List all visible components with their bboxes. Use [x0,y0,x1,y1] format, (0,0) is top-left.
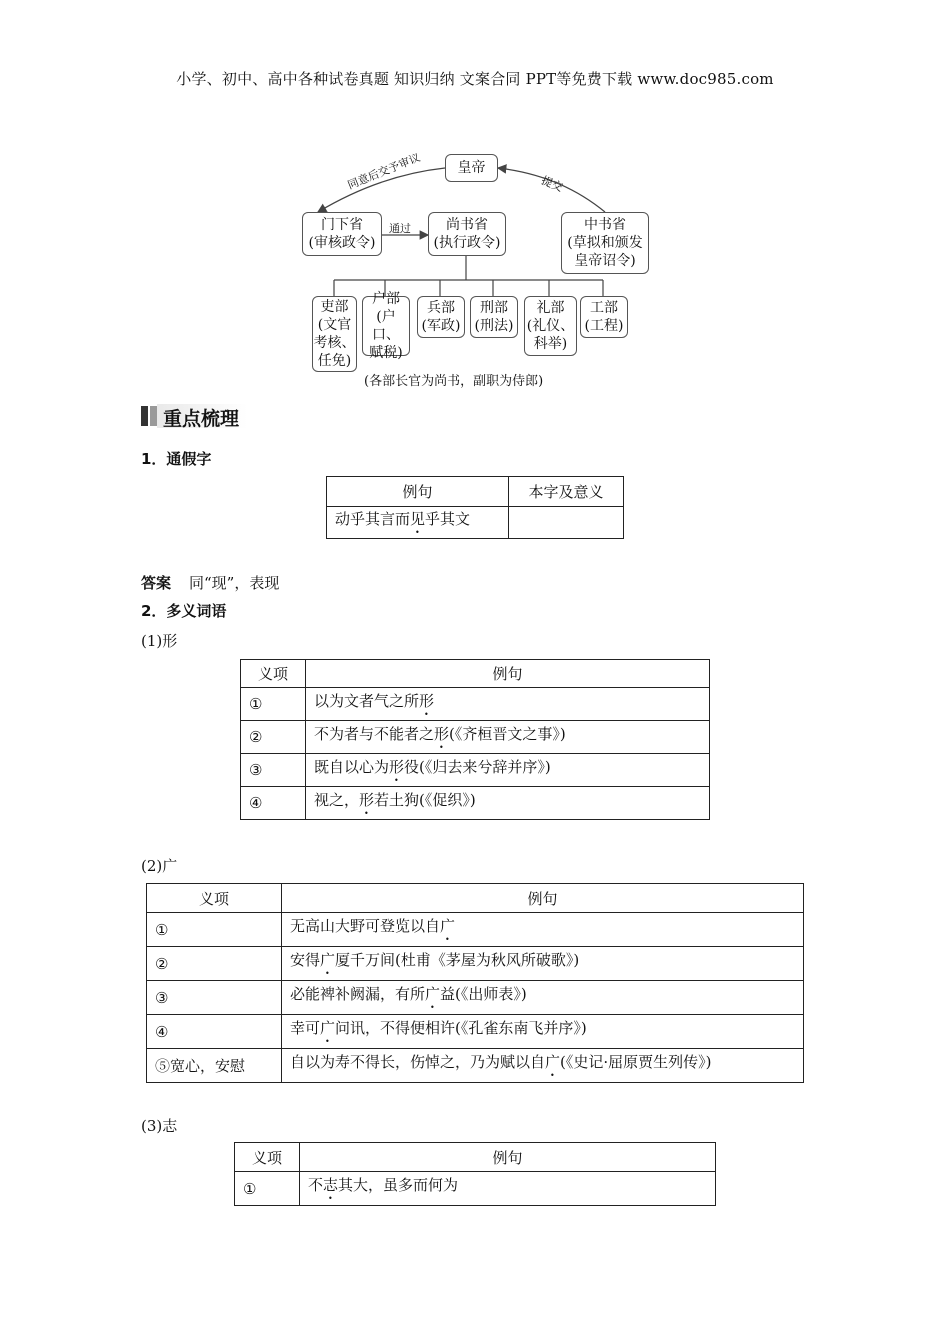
table3-header-example: 例句 [282,884,804,913]
table-row: ① 无高山大野可登览以自广 [147,913,804,947]
table-xing [240,659,710,820]
diagram-caption: (各部长官为尚书，副职为侍郎) [364,374,544,389]
table-row: ① 以为文者气之所形 [241,688,710,721]
box-shangshu: 尚书省 (执行政令) [428,212,506,256]
table-row: ② 不为者与不能者之形(《齐桓晋文之事》) [241,721,710,754]
table1-cell-meaning [509,507,624,539]
box-hubu: 户部 (户口、 赋税) [362,296,410,356]
table-row: ② 安得广厦千万间(杜甫《茅屋为秋风所破歌》) [147,947,804,981]
table-row [327,507,624,539]
table4-header-sense: 义项 [235,1143,300,1172]
table-row: ④ 视之，形若土狗(《促织》) [241,787,710,820]
table2-header-example: 例句 [306,660,710,688]
label-submit: 提交 [539,173,565,195]
box-bingbu: 兵部 (军政) [417,296,465,338]
table-zhi [234,1142,716,1206]
section-heading-bar [141,406,148,426]
box-emperor: 皇帝 [445,154,498,182]
table-row: ④ 幸可广问讯，不得便相许(《孔雀东南飞并序》) [147,1015,804,1049]
item1-title: 1．通假字 [141,450,212,468]
table1-header-example: 例句 [327,477,509,507]
table-row: ③ 既自以心为形役(《归去来兮辞并序》) [241,754,710,787]
table2-header-sense: 义项 [241,660,306,688]
box-libu-rites: 礼部 (礼仪、 科举) [524,296,577,356]
table3-header-sense: 义项 [147,884,282,913]
answer-text: 同“现”，表现 [189,574,280,592]
table-row: ③ 必能裨补阙漏，有所广益(《出师表》) [147,981,804,1015]
table-tongjia [326,476,624,539]
section-title: 重点梳理 [163,408,240,430]
item2-title: 2．多义词语 [141,602,227,620]
box-menxia: 门下省 (审核政令) [302,212,382,256]
sub1-title: (1)形 [141,632,178,650]
table-row: ⑤宽心，安慰 自以为寿不得长，伤悼之，乃为赋以自广(《史记·屈原贾生列传》) [147,1049,804,1083]
table1-cell-example: 动乎其言而见乎其文 [327,507,509,539]
label-approve: 同意后交予审议 [345,151,423,192]
answer-line [141,572,279,593]
box-gongbu: 工部 (工程) [580,296,628,338]
box-zhongshu: 中书省 (草拟和颁发 皇帝诏令) [561,212,649,274]
sub3-title: (3)志 [141,1117,178,1135]
section-heading-bar-light [150,406,157,426]
answer-label: 答案 [141,574,172,592]
table-row: ① 不志其大，虽多而何为 [235,1172,716,1206]
table-guang [146,883,804,1083]
table4-header-example: 例句 [300,1143,716,1172]
box-xingbu: 刑部 (刑法) [470,296,518,338]
table1-header-meaning: 本字及意义 [509,477,624,507]
box-libu-personnel: 吏部 (文官 考核、 任免) [312,296,357,372]
sub2-title: (2)广 [141,857,178,875]
label-pass: 通过 [389,222,411,235]
page-header: 小学、初中、高中各种试卷真题 知识归纳 文案合同 PPT等免费下载 www.doc985.com [176,70,774,88]
diagram-arrows [0,0,950,400]
